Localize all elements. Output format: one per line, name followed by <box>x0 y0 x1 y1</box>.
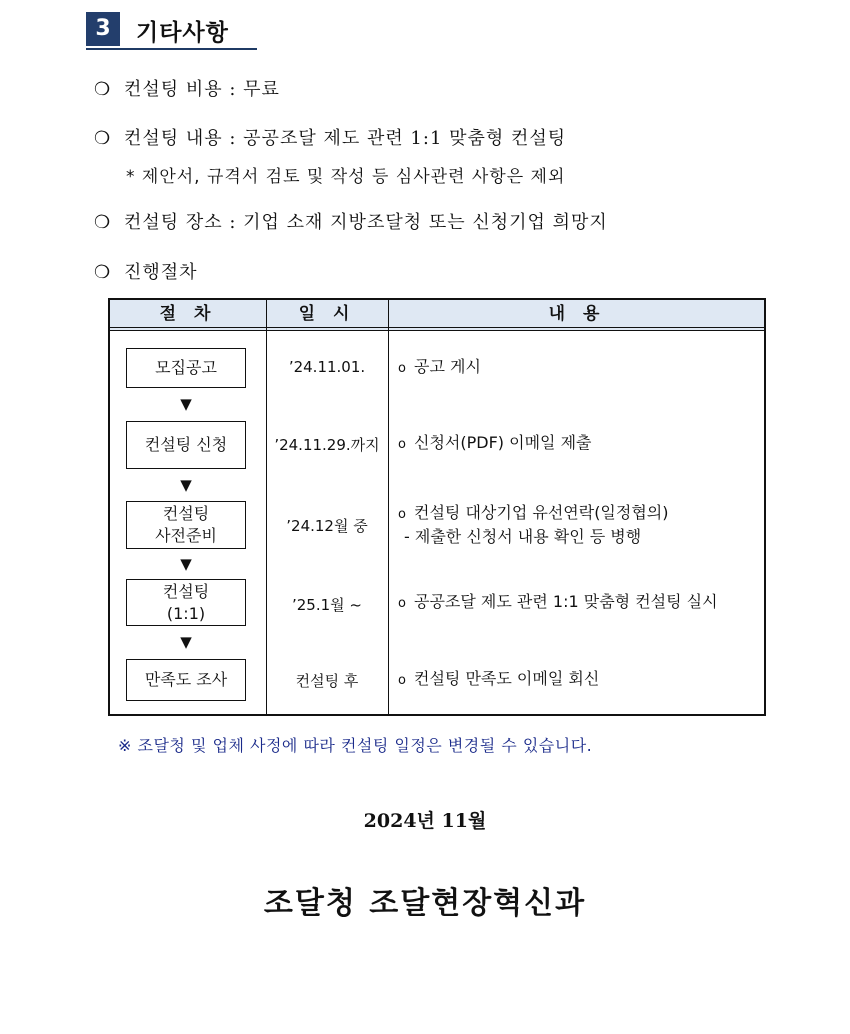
desc-preparation-sub: - 제출한 신청서 내용 확인 등 병행 <box>404 527 642 546</box>
column-divider <box>388 300 389 714</box>
procedure-table <box>108 298 766 716</box>
step-box-survey: 만족도 조사 <box>126 659 246 701</box>
step-box-preparation: 컨설팅 사전준비 <box>126 501 246 549</box>
step-box-recruitment: 모집공고 <box>126 348 246 388</box>
desc-preparation: o 컨설팅 대상기업 유선연락(일정협의) - 제출한 신청서 내용 확인 등 병행 <box>398 503 669 546</box>
header-date: 일 시 <box>298 304 356 324</box>
section-number: 3 <box>86 12 120 46</box>
circle-bullet-icon: ❍ <box>94 128 112 149</box>
date-consulting: ’25.1월 ~ <box>292 596 362 614</box>
circle-bullet-icon: ❍ <box>94 262 112 283</box>
date-application: ’24.11.29.까지 <box>274 436 380 454</box>
step-box-application: 컨설팅 신청 <box>126 421 246 469</box>
bullet-location: ❍ 컨설팅 장소 : 기업 소재 지방조달청 또는 신청기업 희망지 <box>94 212 608 233</box>
content-note: * 제안서, 규격서 검토 및 작성 등 심사관련 사항은 제외 <box>126 167 566 187</box>
header-content: 내 용 <box>548 304 606 324</box>
date-preparation: ’24.12월 중 <box>286 517 368 535</box>
down-arrow-icon: ▼ <box>180 633 192 651</box>
header-step: 절 차 <box>159 304 217 324</box>
step-box-consulting: 컨설팅 (1:1) <box>126 579 246 626</box>
section-title: 기타사항 <box>136 20 229 46</box>
date-recruitment: ’24.11.01. <box>288 358 366 376</box>
schedule-footnote: ※ 조달청 및 업체 사정에 따라 컨설팅 일정은 변경될 수 있습니다. <box>118 736 593 755</box>
circle-bullet-icon: ❍ <box>94 79 112 100</box>
issue-date: 2024년 11월 <box>363 810 487 832</box>
date-survey: 컨설팅 후 <box>295 672 359 690</box>
down-arrow-icon: ▼ <box>180 555 192 573</box>
desc-recruitment: o 공고 게시 <box>398 357 481 376</box>
desc-application: o 신청서(PDF) 이메일 제출 <box>398 433 592 452</box>
bullet-procedure: ❍ 진행절차 <box>94 262 198 283</box>
down-arrow-icon: ▼ <box>180 395 192 413</box>
desc-survey: o 컨설팅 만족도 이메일 회신 <box>398 669 600 688</box>
circle-bullet-icon: ❍ <box>94 212 112 233</box>
bullet-fee: ❍ 컨설팅 비용 : 무료 <box>94 79 280 100</box>
section-heading <box>86 10 257 50</box>
organization-name: 조달청 조달현장혁신과 <box>263 886 587 921</box>
table-header <box>110 300 764 331</box>
down-arrow-icon: ▼ <box>180 476 192 494</box>
desc-consulting: o 공공조달 제도 관련 1:1 맞춤형 컨설팅 실시 <box>398 592 718 611</box>
bullet-content: ❍ 컨설팅 내용 : 공공조달 제도 관련 1:1 맞춤형 컨설팅 <box>94 128 567 149</box>
